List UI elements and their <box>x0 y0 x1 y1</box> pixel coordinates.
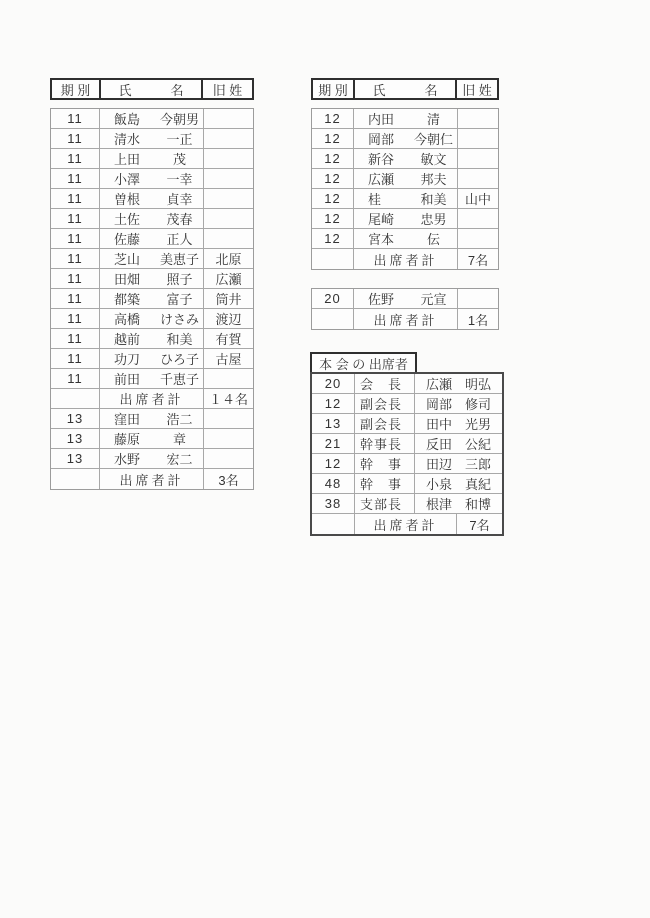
table-footer-row <box>312 514 502 534</box>
position-cell: 副会長 <box>355 394 415 414</box>
name-cell <box>100 329 204 349</box>
name-cell <box>100 409 204 429</box>
surname: 広瀬 <box>368 172 395 187</box>
empty-cell <box>312 309 354 329</box>
period-cell: 11 <box>51 309 100 329</box>
column-header-maiden-name: 旧 姓 <box>212 82 243 98</box>
name-cell <box>100 429 204 449</box>
maiden-name-cell <box>204 149 253 169</box>
subtotal-label: 出席者計 <box>354 309 458 329</box>
given-name: 敏文 <box>420 152 447 167</box>
surname: 曽根 <box>114 192 141 207</box>
table-row <box>51 269 253 289</box>
attendee-table-right <box>311 108 499 270</box>
maiden-name-cell <box>458 169 498 189</box>
given-name: 富子 <box>166 292 193 307</box>
given-name: 元宣 <box>420 292 447 307</box>
maiden-name-cell <box>458 129 498 149</box>
name-cell <box>100 349 204 369</box>
table-row <box>312 494 502 514</box>
period-cell: 48 <box>312 474 355 494</box>
name-cell <box>100 229 204 249</box>
period-cell: 11 <box>51 249 100 269</box>
period-cell: 20 <box>312 374 355 394</box>
given-name: 正人 <box>166 232 193 247</box>
maiden-name-cell: 渡辺 <box>204 309 253 329</box>
period-cell: 11 <box>51 109 100 129</box>
surname: 前田 <box>114 372 141 387</box>
period-cell: 12 <box>312 129 354 149</box>
given-name: 貞幸 <box>166 192 193 207</box>
table-row <box>51 369 253 389</box>
period-cell: 12 <box>312 149 354 169</box>
period-cell: 12 <box>312 209 354 229</box>
table-row <box>312 414 502 434</box>
surname: 芝山 <box>114 252 141 267</box>
surname: 佐藤 <box>114 232 141 247</box>
right-table-header <box>311 78 499 100</box>
maiden-name-cell: 北原 <box>204 249 253 269</box>
name-cell <box>100 209 204 229</box>
table-row <box>312 229 498 249</box>
table-row <box>51 329 253 349</box>
period-cell: 11 <box>51 369 100 389</box>
period-cell: 11 <box>51 189 100 209</box>
name-cell <box>100 129 204 149</box>
surname: 藤原 <box>114 432 141 447</box>
maiden-name-cell <box>204 409 253 429</box>
surname: 水野 <box>114 452 141 467</box>
column-header-period: 期 別 <box>52 80 101 98</box>
column-header-period: 期 別 <box>313 80 355 98</box>
period-cell: 12 <box>312 229 354 249</box>
period-cell: 11 <box>51 169 100 189</box>
empty-cell <box>312 514 355 534</box>
table-row <box>312 129 498 149</box>
officer-name-cell: 岡部 修司 <box>415 394 502 414</box>
given-name: けさみ <box>159 312 199 327</box>
table-row <box>312 249 498 269</box>
officers-table-title: 本 会 の 出席者 <box>310 352 417 374</box>
table-row <box>51 289 253 309</box>
period-cell: 12 <box>312 169 354 189</box>
table-row <box>51 209 253 229</box>
attendee-count: 7名 <box>467 252 489 268</box>
period-cell: 11 <box>51 129 100 149</box>
table-row <box>312 474 502 494</box>
name-cell <box>354 229 458 249</box>
period-cell: 13 <box>51 409 100 429</box>
maiden-name-cell <box>204 169 253 189</box>
given-name: 茂 <box>172 152 186 167</box>
given-name: 一正 <box>166 132 193 147</box>
position-cell: 幹 事 <box>355 454 415 474</box>
maiden-name-cell <box>458 229 498 249</box>
maiden-name-cell <box>204 229 253 249</box>
surname: 功刀 <box>114 352 141 367</box>
maiden-name-cell <box>458 289 498 309</box>
maiden-name-cell <box>204 129 253 149</box>
surname: 佐野 <box>368 292 395 307</box>
empty-cell <box>312 249 354 269</box>
name-cell <box>354 289 458 309</box>
given-name: ひろ子 <box>159 352 199 367</box>
officer-name-cell: 小泉 真紀 <box>415 474 502 494</box>
name-cell <box>354 109 458 129</box>
subtotal-label: 出席者計 <box>100 389 204 409</box>
surname: 都築 <box>114 292 141 307</box>
name-cell <box>354 189 458 209</box>
period-cell: 12 <box>312 109 354 129</box>
surname: 越前 <box>114 332 141 347</box>
period-cell: 13 <box>51 429 100 449</box>
name-cell <box>354 149 458 169</box>
position-cell: 支部長 <box>355 494 415 514</box>
given-name: 伝 <box>426 232 440 247</box>
period-cell: 11 <box>51 229 100 249</box>
period-cell: 38 <box>312 494 355 514</box>
name-cell <box>100 149 204 169</box>
given-name: 今朝男 <box>159 112 199 127</box>
table-row <box>51 229 253 249</box>
maiden-name-cell <box>204 429 253 449</box>
officer-name-cell: 反田 公紀 <box>415 434 502 454</box>
maiden-name-cell <box>204 209 253 229</box>
surname: 清水 <box>114 132 141 147</box>
given-name: 邦夫 <box>420 172 447 187</box>
column-header-maiden-name: 旧 姓 <box>462 82 492 98</box>
table-row <box>312 289 498 309</box>
given-name: 美恵子 <box>159 252 199 267</box>
name-cell <box>100 309 204 329</box>
single-attendee-table <box>311 288 499 330</box>
given-name: 章 <box>172 432 186 447</box>
name-cell <box>100 369 204 389</box>
surname: 土佐 <box>114 212 141 227</box>
maiden-name-cell: 広瀬 <box>204 269 253 289</box>
table-row <box>312 374 502 394</box>
attendee-count: １４名 <box>204 389 253 409</box>
column-header-name: 氏 名 <box>355 80 457 98</box>
surname: 桂 <box>368 192 382 207</box>
period-cell: 13 <box>51 449 100 469</box>
name-cell <box>100 109 204 129</box>
surname: 小澤 <box>114 172 141 187</box>
name-cell <box>100 289 204 309</box>
table-row <box>51 389 253 409</box>
maiden-name-cell <box>458 109 498 129</box>
name-cell <box>100 449 204 469</box>
given-name: 茂春 <box>166 212 193 227</box>
attendee-count: 3名 <box>218 472 239 488</box>
surname: 田畑 <box>114 272 141 287</box>
subtotal-label: 出席者計 <box>354 249 458 269</box>
given-name: 忠男 <box>420 212 447 227</box>
surname: 内田 <box>368 112 395 127</box>
column-header-name: 氏 名 <box>101 80 203 98</box>
given-name: 和美 <box>420 192 447 207</box>
table-row <box>51 349 253 369</box>
name-cell <box>354 169 458 189</box>
surname: 宮本 <box>368 232 395 247</box>
position-cell: 会 長 <box>355 374 415 394</box>
officer-name-cell: 広瀬 明弘 <box>415 374 502 394</box>
period-cell: 13 <box>312 414 355 434</box>
period-cell: 11 <box>51 349 100 369</box>
attendee-table-left <box>50 108 254 490</box>
officer-name-cell: 根津 和博 <box>415 494 502 514</box>
table-row <box>51 469 253 489</box>
table-row <box>312 149 498 169</box>
name-cell <box>100 269 204 289</box>
maiden-name-cell: 山中 <box>458 189 498 209</box>
table-row <box>51 109 253 129</box>
table-row <box>312 169 498 189</box>
given-name: 清 <box>426 112 440 127</box>
given-name: 今朝仁 <box>413 132 453 147</box>
name-cell <box>100 189 204 209</box>
period-cell: 11 <box>51 289 100 309</box>
officers-table <box>310 372 504 536</box>
table-row <box>51 169 253 189</box>
table-row <box>51 429 253 449</box>
maiden-name-cell: 古屋 <box>204 349 253 369</box>
table-row <box>51 249 253 269</box>
empty-cell <box>51 389 100 409</box>
subtotal-label: 出席者計 <box>355 514 457 534</box>
table-row <box>312 454 502 474</box>
table-row <box>51 129 253 149</box>
empty-cell <box>51 469 100 489</box>
maiden-name-cell <box>458 209 498 229</box>
maiden-name-cell <box>458 149 498 169</box>
name-cell <box>100 169 204 189</box>
attendee-count: 7名 <box>469 517 490 533</box>
given-name: 照子 <box>166 272 193 287</box>
left-table-header <box>50 78 254 100</box>
table-row <box>312 189 498 209</box>
table-row <box>51 409 253 429</box>
name-cell <box>100 249 204 269</box>
period-cell: 12 <box>312 454 355 474</box>
given-name: 千恵子 <box>159 372 199 387</box>
surname: 新谷 <box>368 152 395 167</box>
surname: 高橋 <box>114 312 141 327</box>
maiden-name-cell <box>204 449 253 469</box>
name-cell <box>354 209 458 229</box>
officer-name-cell: 田辺 三郎 <box>415 454 502 474</box>
table-row <box>312 109 498 129</box>
subtotal-label: 出席者計 <box>100 469 204 489</box>
table-row <box>51 149 253 169</box>
period-cell: 12 <box>312 189 354 209</box>
period-cell: 21 <box>312 434 355 454</box>
period-cell: 12 <box>312 394 355 414</box>
table-row <box>51 309 253 329</box>
surname: 窪田 <box>114 412 141 427</box>
table-row <box>51 189 253 209</box>
table-row <box>312 209 498 229</box>
period-cell: 11 <box>51 269 100 289</box>
table-row <box>312 309 498 329</box>
maiden-name-cell <box>204 369 253 389</box>
period-cell: 11 <box>51 329 100 349</box>
period-cell: 11 <box>51 149 100 169</box>
surname: 上田 <box>114 152 141 167</box>
surname: 岡部 <box>368 132 395 147</box>
given-name: 浩二 <box>166 412 193 427</box>
given-name: 宏二 <box>166 452 193 467</box>
maiden-name-cell: 筒井 <box>204 289 253 309</box>
maiden-name-cell <box>204 109 253 129</box>
given-name: 和美 <box>166 332 193 347</box>
table-row <box>312 434 502 454</box>
maiden-name-cell: 有賀 <box>204 329 253 349</box>
period-cell: 11 <box>51 209 100 229</box>
surname: 尾崎 <box>368 212 395 227</box>
position-cell: 副会長 <box>355 414 415 434</box>
surname: 飯島 <box>114 112 141 127</box>
officer-name-cell: 田中 光男 <box>415 414 502 434</box>
given-name: 一幸 <box>166 172 193 187</box>
attendee-count: 1名 <box>467 312 489 328</box>
position-cell: 幹 事 <box>355 474 415 494</box>
maiden-name-cell <box>204 189 253 209</box>
name-cell <box>354 129 458 149</box>
table-row <box>51 449 253 469</box>
table-row <box>312 394 502 414</box>
period-cell: 20 <box>312 289 354 309</box>
position-cell: 幹事長 <box>355 434 415 454</box>
